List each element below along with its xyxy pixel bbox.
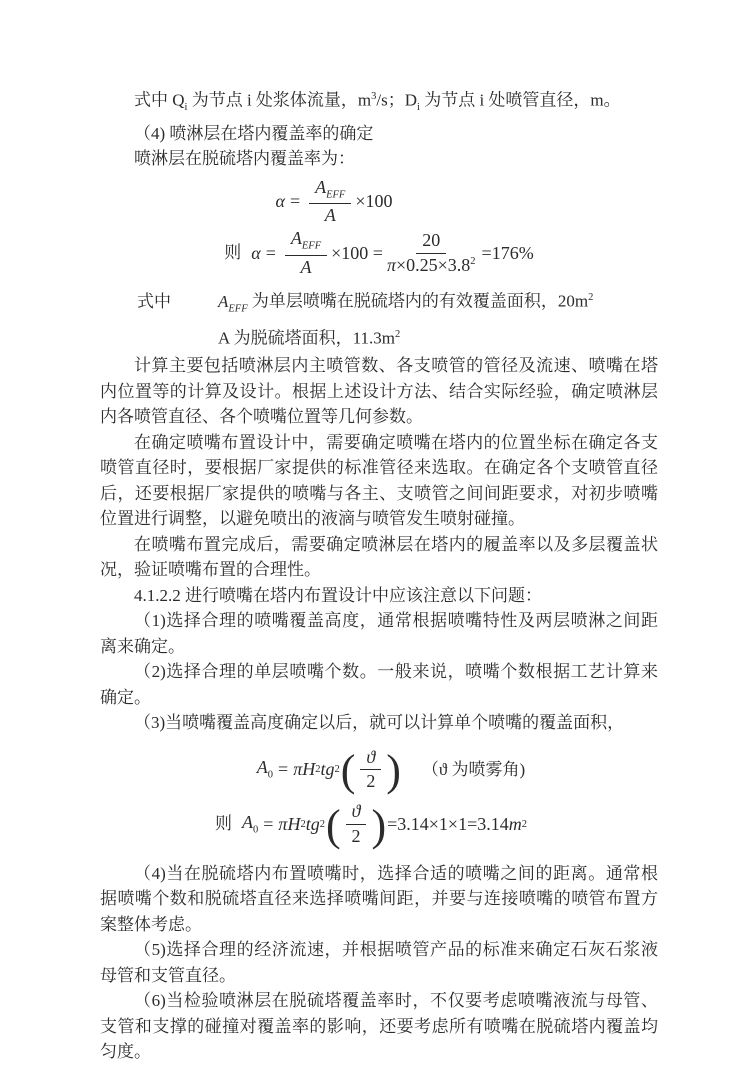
formula-nozzle-area-calculation: 则 $A_0$ = πH 2 tg 2 ( $\frac{ϑ}{2}$ ) =3.14×1×1=3.14 m 2 (215, 800, 527, 850)
paragraph-calculation-scope: 计算主要包括喷淋层内主喷管数、各支喷管的管径及流速、喷嘴在塔内位置等的计算及设计。根据上述设计方法、结合实际经验，确定喷淋层内各喷管直径、各个喷嘴位置等几何参数。 (100, 356, 658, 427)
paragraph-verify-coverage: 在喷嘴布置完成后，需要确定喷淋层在塔内的履盖率以及多层覆盖状况，验证喷嘴布置的合理性。 (100, 534, 658, 580)
fraction-numerator: $A_{EFF}$ (309, 178, 351, 204)
subscript-eff: EFF (228, 303, 248, 315)
section-4-heading: （4) 喷淋层在塔内覆盖率的确定 (134, 123, 374, 143)
list-item-3: （3)当喷嘴覆盖高度确定以后，就可以计算单个喷嘴的覆盖面积， (134, 713, 625, 733)
symbol-text: 式中 Q (134, 90, 185, 110)
pi-h-term: πH (278, 813, 301, 834)
subscript-0: 0 (267, 769, 274, 781)
fraction-theta-2 (346, 802, 367, 847)
symbol-text: 为节点 i 处喷管直径，m。 (419, 90, 621, 110)
aeff-description: 为单层喷嘴在脱硫塔内的有效覆盖面积，20m (247, 292, 589, 312)
formula-nozzle-area-definition: $A_0$ = πH 2 tg 2 ( $\frac{ϑ}{2}$ ) （ϑ 为喷雾角) (256, 745, 526, 795)
symbol-text: 为节点 i 处浆体流量，m (187, 90, 372, 110)
list-item-1: （1)选择合理的喷嘴覆盖高度，通常根据喷嘴特性及两层喷淋之间距离来确定。 (100, 611, 658, 656)
formula-coverage-definition (55, 178, 613, 226)
equals-sign: = (263, 813, 274, 834)
superscript-2: 2 (300, 818, 306, 830)
where-aeff-line (100, 285, 658, 322)
result-176-percent: =176% (481, 242, 534, 263)
superscript-2: 2 (315, 764, 321, 776)
subscript-0: 0 (253, 824, 259, 836)
superscript-2: 2 (334, 764, 340, 776)
fraction-numeric (387, 231, 476, 276)
superscript-2: 2 (588, 292, 594, 304)
fraction-denominator: 2 (351, 826, 361, 847)
a0-variable: $A_0$ (242, 811, 259, 836)
subscript-i: i (417, 102, 420, 114)
a-description: A 为脱硫塔面积，11.3m (218, 328, 395, 348)
subscript-i: i (184, 102, 188, 114)
fraction-aeff-a (285, 229, 327, 277)
fraction-numerator: $A_{EFF}$ (285, 229, 327, 255)
fraction-numerator: 20 (416, 231, 446, 254)
fraction-denominator: 2 (366, 771, 376, 792)
list-item-5: （5)选择合理的经济流速，并根据喷管产品的标准来确定石灰石浆液母管和支管直径。 (100, 940, 658, 985)
pi-h-term: πH (293, 759, 316, 780)
list-item-4: （4)当在脱硫塔内布置喷嘴时，选择合适的喷嘴之间的距离。通常根据喷嘴个数和脱硫塔直径来选择喷嘴间距，并要与连接喷嘴的喷管布置方案整体考虑。 (100, 863, 658, 934)
then-label: 则 (224, 243, 242, 263)
equals-sign: = (278, 759, 289, 780)
alpha-symbol: α (275, 190, 285, 211)
superscript-2: 2 (470, 255, 476, 267)
numeric-result: =3.14×1×1=3.14 (387, 813, 509, 834)
equals-sign: = (265, 242, 276, 263)
then-label: 则 (215, 814, 233, 834)
subscript-eff: EFF (301, 241, 322, 253)
list-item-6: （6)当检验喷淋层在脱硫塔覆盖率时，不仅要考虑喷嘴液流与母管、支管和支撑的碰撞对覆盖率的影响，还要考虑所有喷嘴在脱硫塔内覆盖均匀度。 (100, 991, 658, 1062)
superscript-3: 3 (371, 91, 377, 102)
unit-m: m (508, 813, 522, 834)
fraction-denominator: A (300, 256, 312, 277)
fraction-numerator: ϑ (346, 802, 367, 825)
coverage-intro-line: 喷淋层在脱硫塔内覆盖率为： (134, 149, 355, 169)
heading-4-1-2-2: 4.1.2.2 进行喷嘴在塔内布置设计中应该注意以下问题： (134, 585, 542, 605)
superscript-2: 2 (394, 328, 401, 340)
times-100-equals: ×100 = (331, 242, 383, 263)
equals-sign: = (289, 190, 301, 211)
tg-term: tg (320, 759, 335, 780)
tg-term: tg (305, 813, 320, 834)
superscript-2: 2 (521, 818, 527, 830)
symbol-definition-line (100, 84, 658, 121)
fraction-theta-2 (360, 748, 381, 793)
where-label: 式中 (137, 292, 171, 312)
symbol-text: /s；D (376, 90, 418, 110)
where-a-line (100, 322, 658, 351)
formula-coverage-calculation (100, 229, 658, 277)
fraction-denominator: $\pi\times 0.25\times 3.8^2$ (386, 254, 476, 275)
aeff-variable: $A_{EFF}$ (218, 292, 248, 315)
list-item-2: （2)选择合理的单层喷嘴个数。一般来说，喷嘴个数根据工艺计算来确定。 (100, 662, 658, 707)
fraction-denominator: A (324, 204, 336, 225)
paragraph-nozzle-layout: 在确定喷嘴布置设计中，需要确定喷嘴在塔内的位置坐标在确定各支喷管直径时，要根据厂家提供的标准管径来选取。在确定各个支喷管直径后，还要根据厂家提供的喷嘴与各主、支喷管之间间距要求，对初步喷嘴位置进行调整，以避免喷出的液滴与喷管发生喷射碰撞。 (100, 432, 658, 529)
a0-variable: $A_0$ (256, 757, 274, 781)
fraction-numerator: ϑ (360, 748, 381, 771)
spray-angle-note: （ϑ 为喷雾角) (421, 759, 526, 779)
superscript-2: 2 (319, 818, 325, 830)
fraction-aeff-a (309, 178, 351, 226)
times-100: ×100 (355, 190, 393, 211)
subscript-eff: EFF (326, 189, 346, 201)
alpha-symbol: α (251, 242, 261, 263)
